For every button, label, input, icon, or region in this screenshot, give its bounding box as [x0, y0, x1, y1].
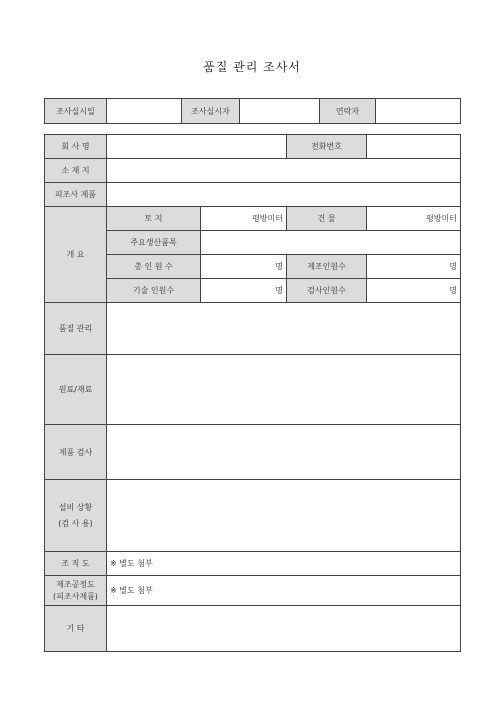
tech-staff-label: 기술 인원수 [107, 279, 201, 303]
inspect-staff-field[interactable]: 명 [367, 279, 461, 303]
surveyor-field[interactable] [240, 99, 320, 124]
page-title: 품질 관리 조사서 [203, 60, 301, 74]
process-chart-label-line2: (피조사제품) [53, 591, 98, 601]
company-name-field[interactable] [107, 135, 287, 159]
equipment-label-line2: (검 사 용) [58, 518, 93, 528]
land-label: 토 지 [107, 207, 201, 231]
material-field[interactable] [107, 355, 461, 425]
inspection-field[interactable] [107, 425, 461, 480]
survey-date-label: 조사실시일 [45, 99, 107, 124]
product-field[interactable] [107, 183, 461, 207]
material-label: 원료/재료 [45, 355, 107, 425]
process-chart-note: ※ 별도 첨부 [107, 576, 461, 606]
building-field[interactable]: 평방미터 [367, 207, 461, 231]
quality-label: 품질 관리 [45, 303, 107, 355]
mfg-staff-label: 제조인원수 [287, 255, 367, 279]
phone-field[interactable] [367, 135, 461, 159]
surveyor-label: 조사실시자 [182, 99, 240, 124]
equipment-field[interactable] [107, 480, 461, 552]
main-items-label: 주요생산품목 [107, 231, 201, 255]
total-staff-field[interactable]: 명 [201, 255, 287, 279]
building-label: 건 물 [287, 207, 367, 231]
phone-label: 전화번호 [287, 135, 367, 159]
company-survey-table [44, 134, 461, 652]
address-field[interactable] [107, 159, 461, 183]
inspection-label: 제품 검사 [45, 425, 107, 480]
land-field[interactable]: 평방미터 [201, 207, 287, 231]
overview-label: 개 요 [45, 207, 107, 303]
survey-info-table [44, 98, 461, 124]
org-chart-label: 조 직 도 [45, 552, 107, 576]
survey-date-field[interactable] [107, 99, 182, 124]
org-chart-note: ※ 별도 첨부 [107, 552, 461, 576]
company-name-label: 회 사 명 [45, 135, 107, 159]
contact-field[interactable] [376, 99, 461, 124]
total-staff-label: 총 인 원 수 [107, 255, 201, 279]
address-label: 소 재 지 [45, 159, 107, 183]
mfg-staff-field[interactable]: 명 [367, 255, 461, 279]
quality-field[interactable] [107, 303, 461, 355]
process-chart-label-line1: 제조공정도 [56, 579, 95, 589]
product-label: 피조사 제품 [45, 183, 107, 207]
equipment-label [45, 480, 107, 552]
inspect-staff-label: 검사인원수 [287, 279, 367, 303]
contact-label: 연락자 [320, 99, 376, 124]
main-items-field[interactable] [201, 231, 461, 255]
tech-staff-field[interactable]: 명 [201, 279, 287, 303]
etc-label: 기 타 [45, 606, 107, 652]
process-chart-label [45, 576, 107, 606]
etc-field[interactable] [107, 606, 461, 652]
equipment-label-line1: 설비 상황 [58, 502, 93, 512]
